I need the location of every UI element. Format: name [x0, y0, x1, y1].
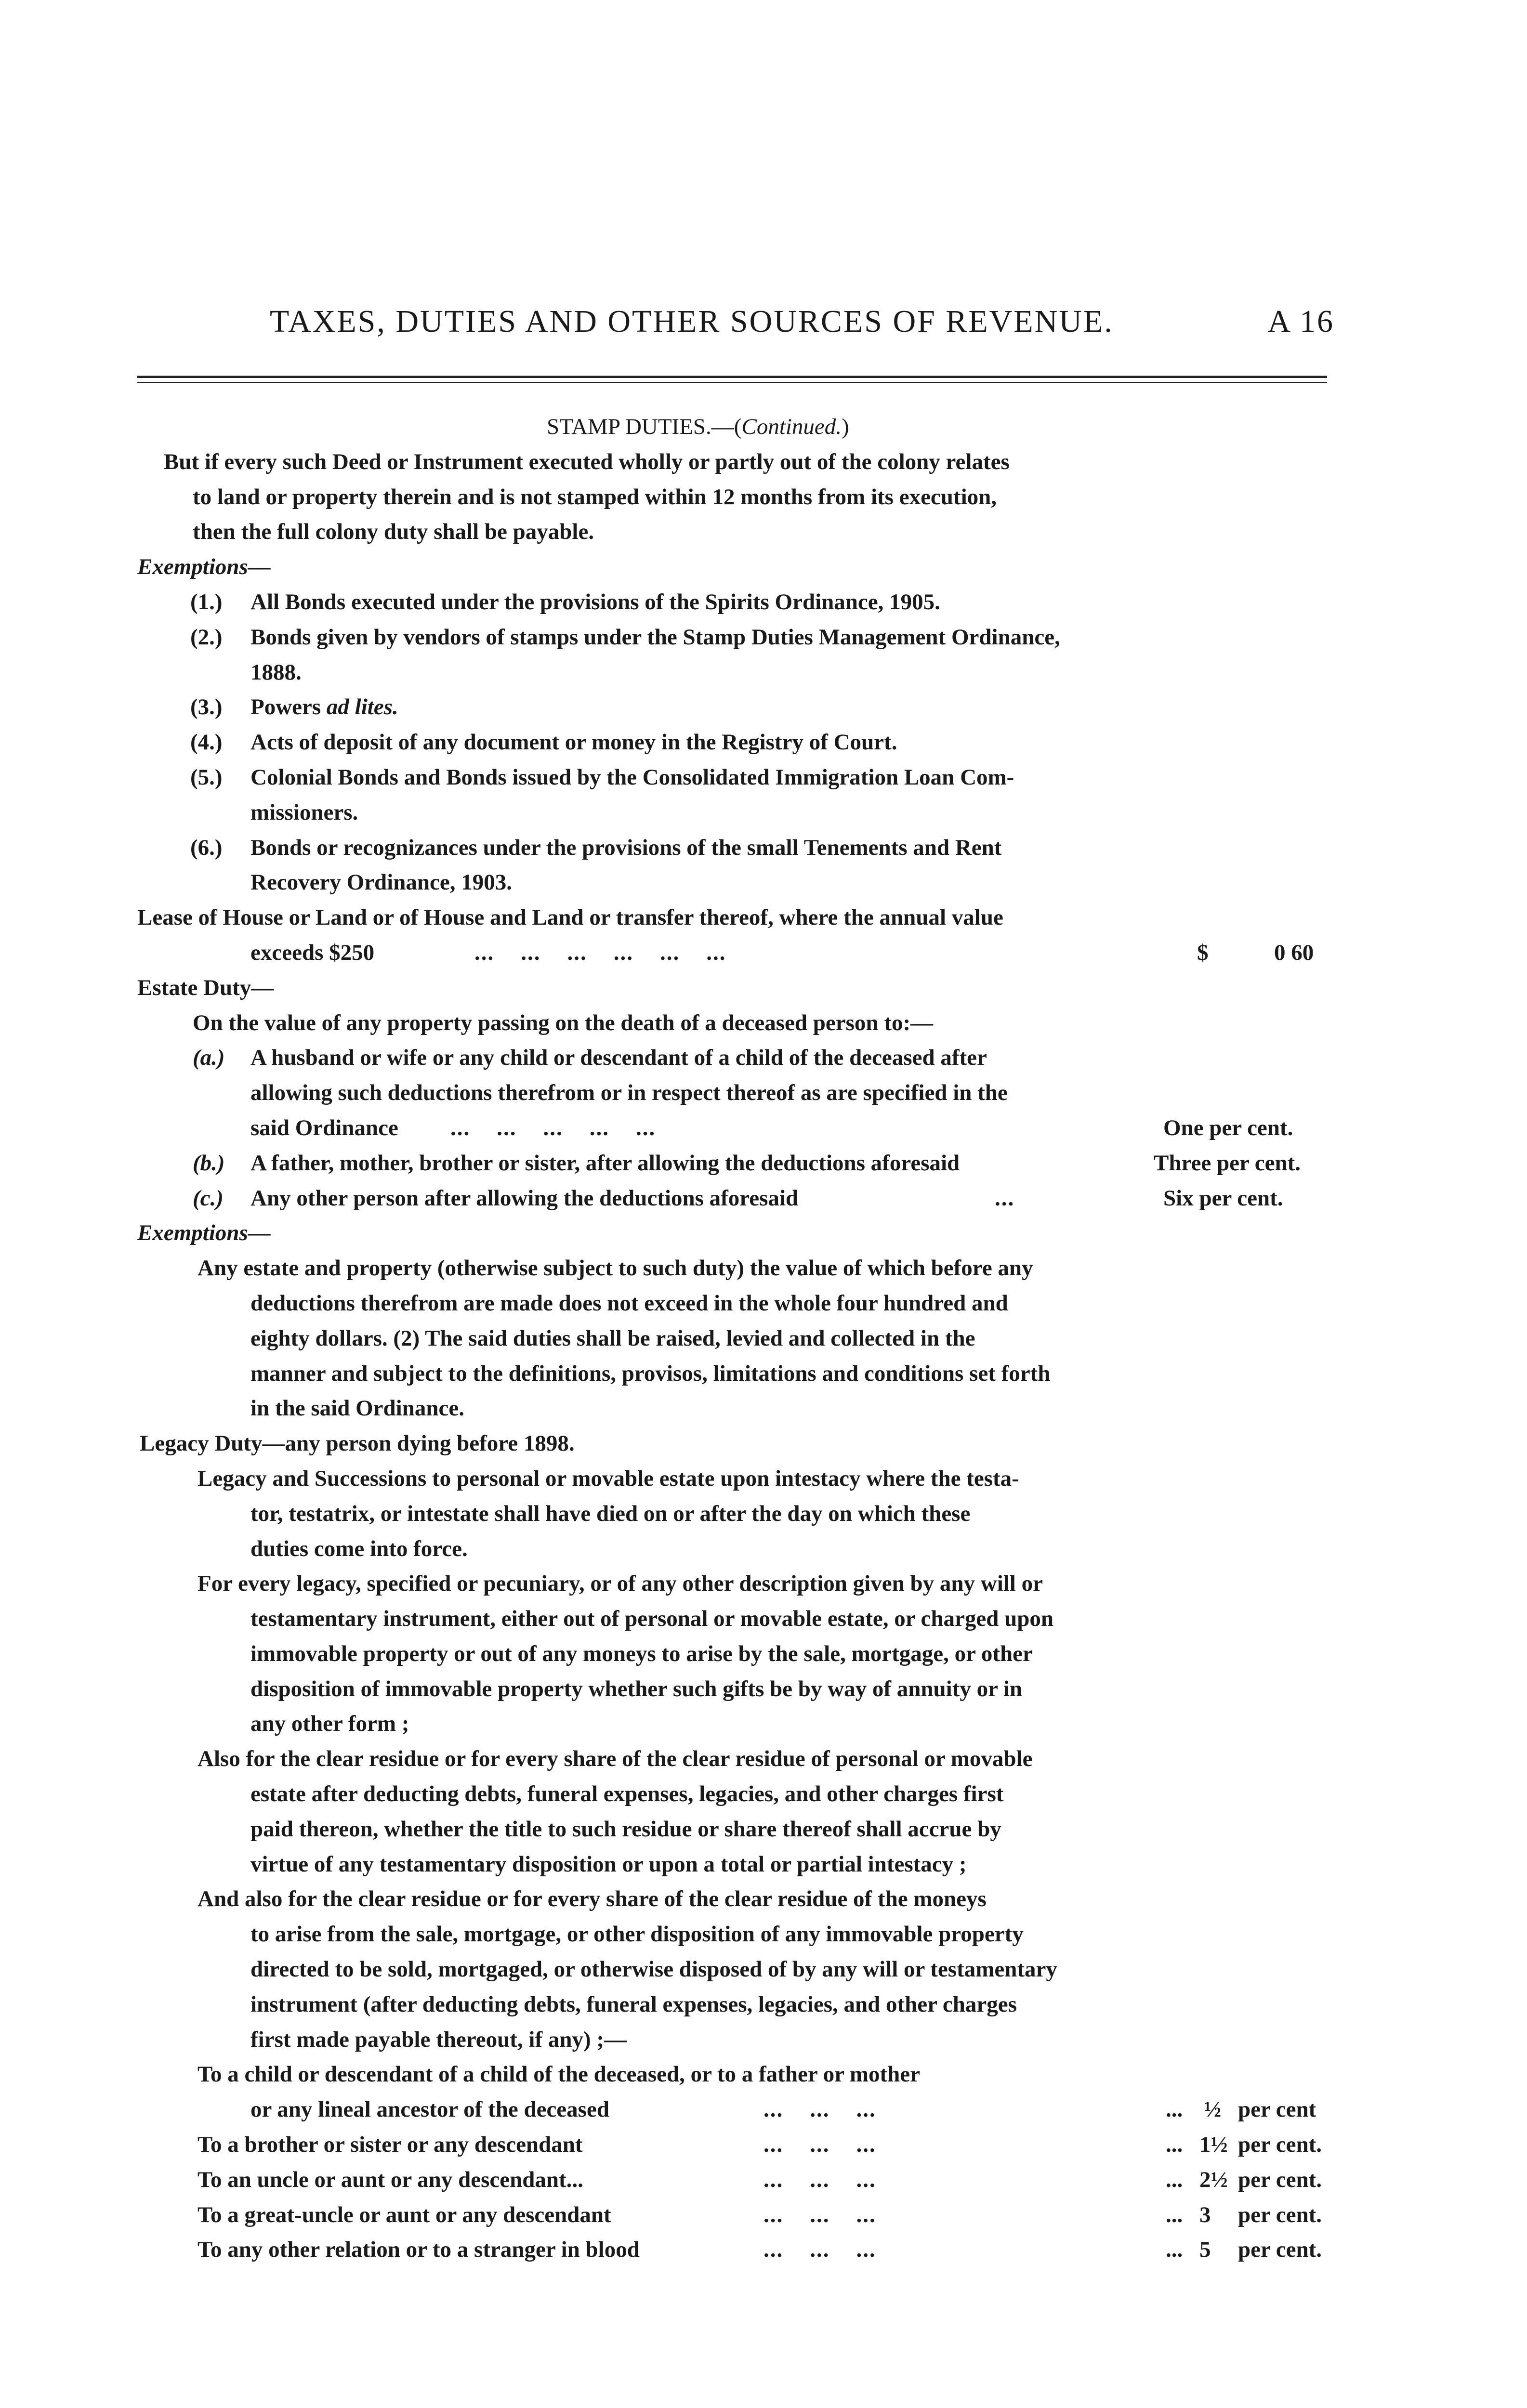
item-number: (c.): [193, 1185, 224, 1211]
exemption-line: Any estate and property (otherwise subject to such duty) the value of which before any: [197, 1256, 1033, 1281]
legacy-line: paid thereon, whether the title to such residue or share thereof shall accrue by: [250, 1816, 1001, 1842]
text-line: [137, 2022, 1337, 2057]
item-text: Bonds or recognizances under the provisions of the small Tenements and Rent: [250, 835, 1002, 860]
legacy-line: For every legacy, specified or pecuniary, or of any other description given by any will or: [197, 1571, 1043, 1597]
legacy-line: Legacy and Successions to personal or movable estate upon intestacy where the testa-: [197, 1466, 1019, 1491]
header-title: TAXES, DUTIES AND OTHER SOURCES OF REVENUE.: [270, 304, 1114, 339]
text-line: [137, 1636, 1337, 1672]
text-line: [137, 1987, 1337, 2022]
exemptions-heading: Exemptions—: [137, 554, 271, 580]
rate-value: 1½: [1199, 2132, 1228, 2158]
item-number: (3.): [190, 694, 223, 720]
leader-dots: ... ... ...: [764, 2132, 876, 2158]
item-text: 1888.: [250, 659, 302, 685]
text-line: [137, 1321, 1337, 1356]
text-line: [137, 1882, 1337, 1917]
estate-intro: On the value of any property passing on the death of a deceased person to:—: [193, 1010, 934, 1035]
header-rule-thin: [137, 382, 1327, 383]
item-number: (4.): [190, 730, 223, 755]
section-title: STAMP DUTIES.—(Continued.): [547, 414, 849, 439]
text-line: [137, 1391, 1337, 1426]
item-number: (b.): [193, 1150, 225, 1176]
item-number: (2.): [190, 624, 223, 650]
text-line: [137, 1531, 1337, 1567]
legacy-line: duties come into force.: [250, 1536, 468, 1561]
lease-line: Lease of House or Land or of House and Land or transfer thereof, where the annual value: [137, 905, 1003, 930]
rate-value: 2½: [1199, 2167, 1228, 2192]
rate-label: To an uncle or aunt or any descendant...: [197, 2167, 583, 2192]
rate-unit: per cent.: [1238, 2237, 1322, 2263]
exemptions-heading: Exemptions—: [137, 1220, 271, 1246]
legacy-line: to arise from the sale, mortgage, or other disposition of any immovable property: [250, 1922, 1024, 1947]
rate-unit: per cent.: [1238, 2167, 1322, 2192]
item-text: A husband or wife or any child or descendant of a child of the deceased after: [250, 1045, 987, 1071]
rate-unit: per cent.: [1238, 2132, 1322, 2158]
list-item: [137, 760, 1337, 795]
text-line: [137, 865, 1337, 900]
rate-row: [137, 2092, 1337, 2127]
text-line: [137, 1952, 1337, 1987]
leader-dots: ...: [1166, 2097, 1183, 2122]
text-line: [137, 445, 1337, 480]
deed-line: to land or property therein and is not stamped within 12 months from its execution,: [193, 484, 997, 510]
text-line: [137, 1777, 1337, 1812]
item-number: (6.): [190, 835, 223, 860]
text-line: [137, 1566, 1337, 1601]
text-line: [137, 1286, 1337, 1321]
list-item: [137, 585, 1337, 620]
rate-row: [137, 2198, 1337, 2233]
legacy-line: first made payable thereout, if any) ;—: [250, 2027, 627, 2052]
item-text: missioners.: [250, 799, 358, 825]
page-body: [137, 409, 1337, 2267]
currency-symbol: $: [1197, 940, 1209, 965]
lease-line: exceeds $250: [250, 940, 375, 965]
duty-rate: Three per cent.: [1154, 1150, 1301, 1176]
legacy-line: Also for the clear residue or for every share of the clear residue of personal or movable: [197, 1746, 1033, 1772]
rate-row: [137, 1146, 1337, 1181]
exemption-line: manner and subject to the definitions, provisos, limitations and conditions set forth: [250, 1361, 1051, 1386]
lease-rate-row: [137, 935, 1337, 970]
legacy-line: any other form ;: [250, 1711, 409, 1737]
rate-label: To any other relation or to a stranger in blood: [197, 2237, 640, 2263]
item-text: Any other person after allowing the deductions aforesaid: [250, 1185, 799, 1211]
legacy-line: tor, testatrix, or intestate shall have died on or after the day on which these: [250, 1501, 971, 1526]
rate-value: 5: [1199, 2237, 1211, 2263]
leader-dots: ... ... ...: [764, 2097, 876, 2122]
rate-unit: per cent: [1238, 2097, 1316, 2122]
item-text: allowing such deductions therefrom or in respect thereof as are specified in the: [250, 1080, 1008, 1106]
item-text: Recovery Ordinance, 1903.: [250, 870, 513, 895]
text-line: [137, 1741, 1337, 1777]
rate-row: [137, 2232, 1337, 2267]
text-line: [137, 550, 1337, 585]
header-rule-thick: [137, 376, 1327, 378]
exemption-line: in the said Ordinance.: [250, 1396, 464, 1421]
leader-dots: ... ... ...: [764, 2237, 876, 2263]
rate-row: [137, 1111, 1337, 1146]
leader-dots: ... ... ... ... ... ...: [474, 940, 726, 965]
text-line: [137, 655, 1337, 690]
list-item: [137, 620, 1337, 655]
duty-rate: Six per cent.: [1163, 1185, 1283, 1211]
exemption-line: eighty dollars. (2) The said duties shall be raised, levied and collected in the: [250, 1325, 975, 1351]
list-item: [137, 690, 1337, 725]
leader-dots: ...: [1166, 2237, 1183, 2263]
deed-line: But if every such Deed or Instrument executed wholly or partly out of the colony relates: [164, 449, 1010, 474]
text-line: [137, 1426, 1337, 1461]
rate-label: or any lineal ancestor of the deceased: [250, 2097, 609, 2122]
legacy-line: And also for the clear residue or for every share of the clear residue of the moneys: [197, 1886, 987, 1912]
leader-dots: ... ... ...: [764, 2202, 876, 2227]
leader-dots: ... ... ...: [764, 2167, 876, 2192]
text-line: [137, 2057, 1337, 2092]
rate-label: To a brother or sister or any descendant: [197, 2132, 583, 2158]
rate-row: [137, 1181, 1337, 1216]
leader-dots: ...: [995, 1185, 1015, 1211]
rate-unit: per cent.: [1238, 2202, 1322, 2227]
rate-label: To a great-uncle or aunt or any descendant: [197, 2202, 611, 2227]
text-line: [137, 1356, 1337, 1391]
item-number: (1.): [190, 589, 223, 615]
legacy-line: immovable property or out of any moneys to arise by the sale, mortgage, or other: [250, 1641, 1033, 1666]
lease-amount: 0 60: [1274, 940, 1314, 965]
item-number: (5.): [190, 764, 223, 790]
exemption-line: deductions therefrom are made does not exceed in the whole four hundred and: [250, 1290, 1008, 1316]
item-text: said Ordinance: [250, 1115, 398, 1140]
text-line: [137, 480, 1337, 515]
rates-intro: To a child or descendant of a child of the deceased, or to a father or mother: [197, 2062, 921, 2087]
legacy-line: virtue of any testamentary disposition or upon a total or partial intestacy ;: [250, 1851, 967, 1877]
duty-rate: One per cent.: [1163, 1115, 1293, 1140]
text-line: [137, 795, 1337, 830]
item-text: Bonds given by vendors of stamps under the Stamp Duties Management Ordinance,: [250, 624, 1060, 650]
legacy-line: estate after deducting debts, funeral expenses, legacies, and other charges first: [250, 1781, 1004, 1807]
rate-value: 3: [1199, 2202, 1211, 2227]
text-line: [137, 1496, 1337, 1531]
rate-row: [137, 2127, 1337, 2162]
legacy-line: instrument (after deducting debts, funeral expenses, legacies, and other charges: [250, 1991, 1017, 2017]
text-line: [137, 514, 1337, 550]
text-line: [137, 1672, 1337, 1707]
text-line: [137, 970, 1337, 1006]
text-line: [137, 1601, 1337, 1636]
estate-heading: Estate Duty—: [137, 975, 274, 1000]
item-text: Colonial Bonds and Bonds issued by the Consolidated Immigration Loan Com-: [250, 764, 1014, 790]
item-text: A father, mother, brother or sister, after allowing the deductions aforesaid: [250, 1150, 960, 1176]
legacy-line: disposition of immovable property whether such gifts be by way of annuity or in: [250, 1676, 1023, 1701]
rate-row: [137, 2162, 1337, 2198]
text-line: [137, 900, 1337, 935]
rate-value: ½: [1204, 2097, 1222, 2122]
header-page-number: A 16: [1267, 304, 1334, 339]
section-title-line: [137, 409, 1337, 445]
text-line: [137, 1917, 1337, 1952]
text-line: [137, 1812, 1337, 1847]
item-text: All Bonds executed under the provisions of the Spirits Ordinance, 1905.: [250, 589, 940, 615]
leader-dots: ...: [1166, 2132, 1183, 2158]
text-line: [137, 1461, 1337, 1496]
item-text: Powers ad lites.: [250, 694, 398, 720]
item-number: (a.): [193, 1045, 225, 1071]
leader-dots: ...: [1166, 2167, 1183, 2192]
text-line: [137, 1706, 1337, 1741]
legacy-line: directed to be sold, mortgaged, or otherwise disposed of by any will or testamentary: [250, 1957, 1057, 1982]
text-line: [137, 1847, 1337, 1882]
leader-dots: ... ... ... ... ...: [450, 1115, 656, 1140]
legacy-line: testamentary instrument, either out of personal or movable estate, or charged upon: [250, 1606, 1054, 1632]
list-item: [137, 1040, 1337, 1075]
deed-line: then the full colony duty shall be payable.: [193, 519, 594, 545]
item-text: Acts of deposit of any document or money in the Registry of Court.: [250, 730, 897, 755]
leader-dots: ...: [1166, 2202, 1183, 2227]
text-line: [137, 1251, 1337, 1286]
legacy-heading: Legacy Duty—any person dying before 1898.: [140, 1431, 575, 1456]
text-line: [137, 1006, 1337, 1041]
list-item: [137, 830, 1337, 865]
text-line: [137, 1075, 1337, 1111]
text-line: [137, 1216, 1337, 1251]
list-item: [137, 725, 1337, 760]
